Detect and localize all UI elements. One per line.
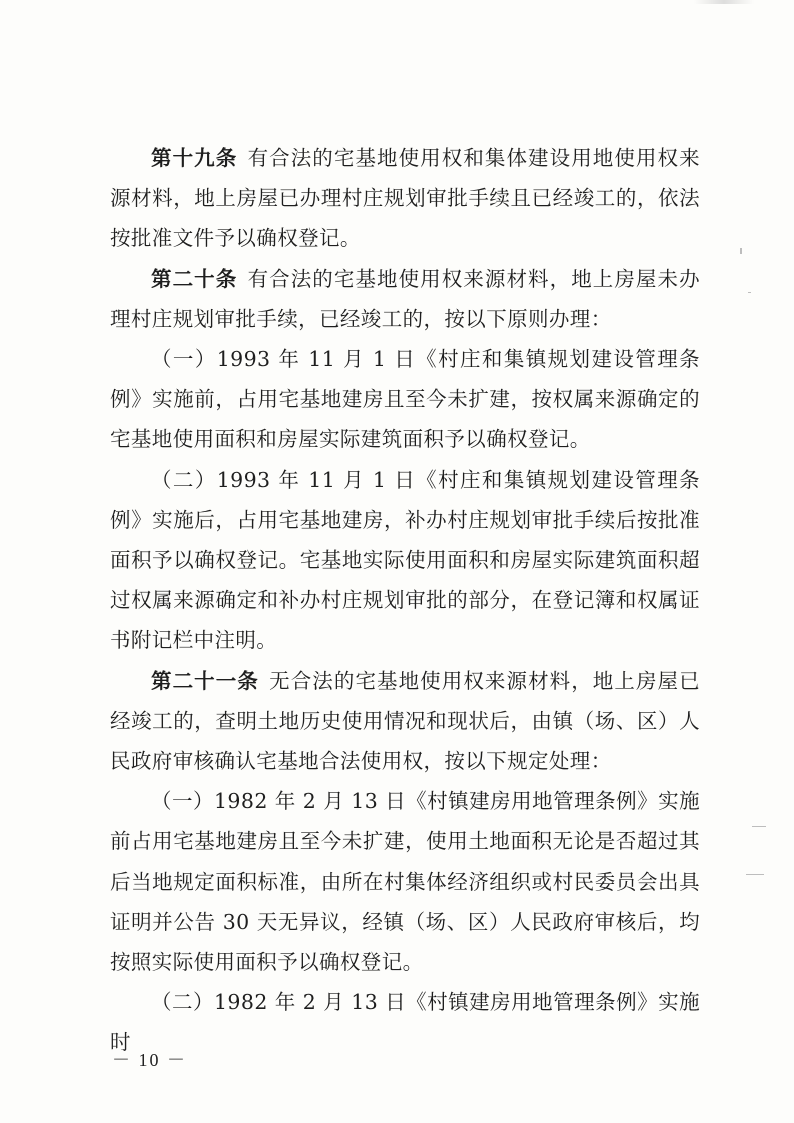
paragraph-article-21-item-1 — [110, 781, 700, 982]
paragraph-text: 无合法的宅基地使用权来源材料，地上房屋已经竣工的，查明土地历史使用情况和现状后，由镇（场、区）人民政府审核确认宅基地合法使用权，按以下规定处理： — [110, 668, 701, 774]
paragraph-text: （一）1982 年 2 月 13 日《村镇建房用地管理条例》实施前占用宅基地建房且至今未扩建，使用土地面积无论是否超过其后当地规定面积标准，由所在村集体经济组织或村民委员会出具证明并公告 30 天无异议，经镇（场、区）人民政府审核后，均按照实际使用面积予以确权登记。 — [110, 789, 700, 975]
article-number: 第二十条 — [151, 266, 238, 291]
scan-artifact — [694, 0, 754, 4]
paragraph-text: 有合法的宅基地使用权和集体建设用地使用权来源材料，地上房屋已办理村庄规划审批手续且已经竣工的，依法按批准文件予以确权登记。 — [110, 146, 700, 251]
article-number: 第二十一条 — [151, 668, 259, 693]
scan-speck — [740, 248, 742, 254]
paragraph-text: （一）1993 年 11 月 1 日《村庄和集镇规划建设管理条例》实施前，占用宅基地建房且至今未扩建，按权属来源确定的宅基地使用面积和房屋实际建筑面积予以确权登记。 — [110, 347, 700, 452]
paragraph-article-20 — [110, 259, 700, 339]
paragraph-article-20-item-2 — [110, 460, 700, 661]
page-number: － 10 － — [112, 1050, 187, 1070]
paragraph-text: 有合法的宅基地使用权来源材料，地上房屋未办理村庄规划审批手续，已经竣工的，按以下原则办理： — [110, 266, 700, 331]
paragraph-article-21 — [110, 661, 700, 782]
scan-speck — [748, 292, 751, 293]
paragraph-article-19 — [110, 138, 700, 259]
article-number: 第十九条 — [151, 146, 238, 170]
scan-speck — [746, 874, 764, 875]
paragraph-text: （二）1982 年 2 月 13 日《村镇建房用地管理条例》实施时 — [110, 990, 700, 1055]
document-body — [110, 138, 700, 1063]
paragraph-article-20-item-1 — [110, 339, 700, 460]
paragraph-text: （二）1993 年 11 月 1 日《村庄和集镇规划建设管理条例》实施后，占用宅基地建房，补办村庄规划审批手续后按批准面积予以确权登记。宅基地实际使用面积和房屋实际建筑面积超过权属来源确定和补办村庄规划审批的部分，在登记簿和权属证书附记栏中注明。 — [110, 467, 700, 653]
scan-speck — [752, 826, 766, 827]
paragraph-article-21-item-2 — [110, 982, 700, 1062]
